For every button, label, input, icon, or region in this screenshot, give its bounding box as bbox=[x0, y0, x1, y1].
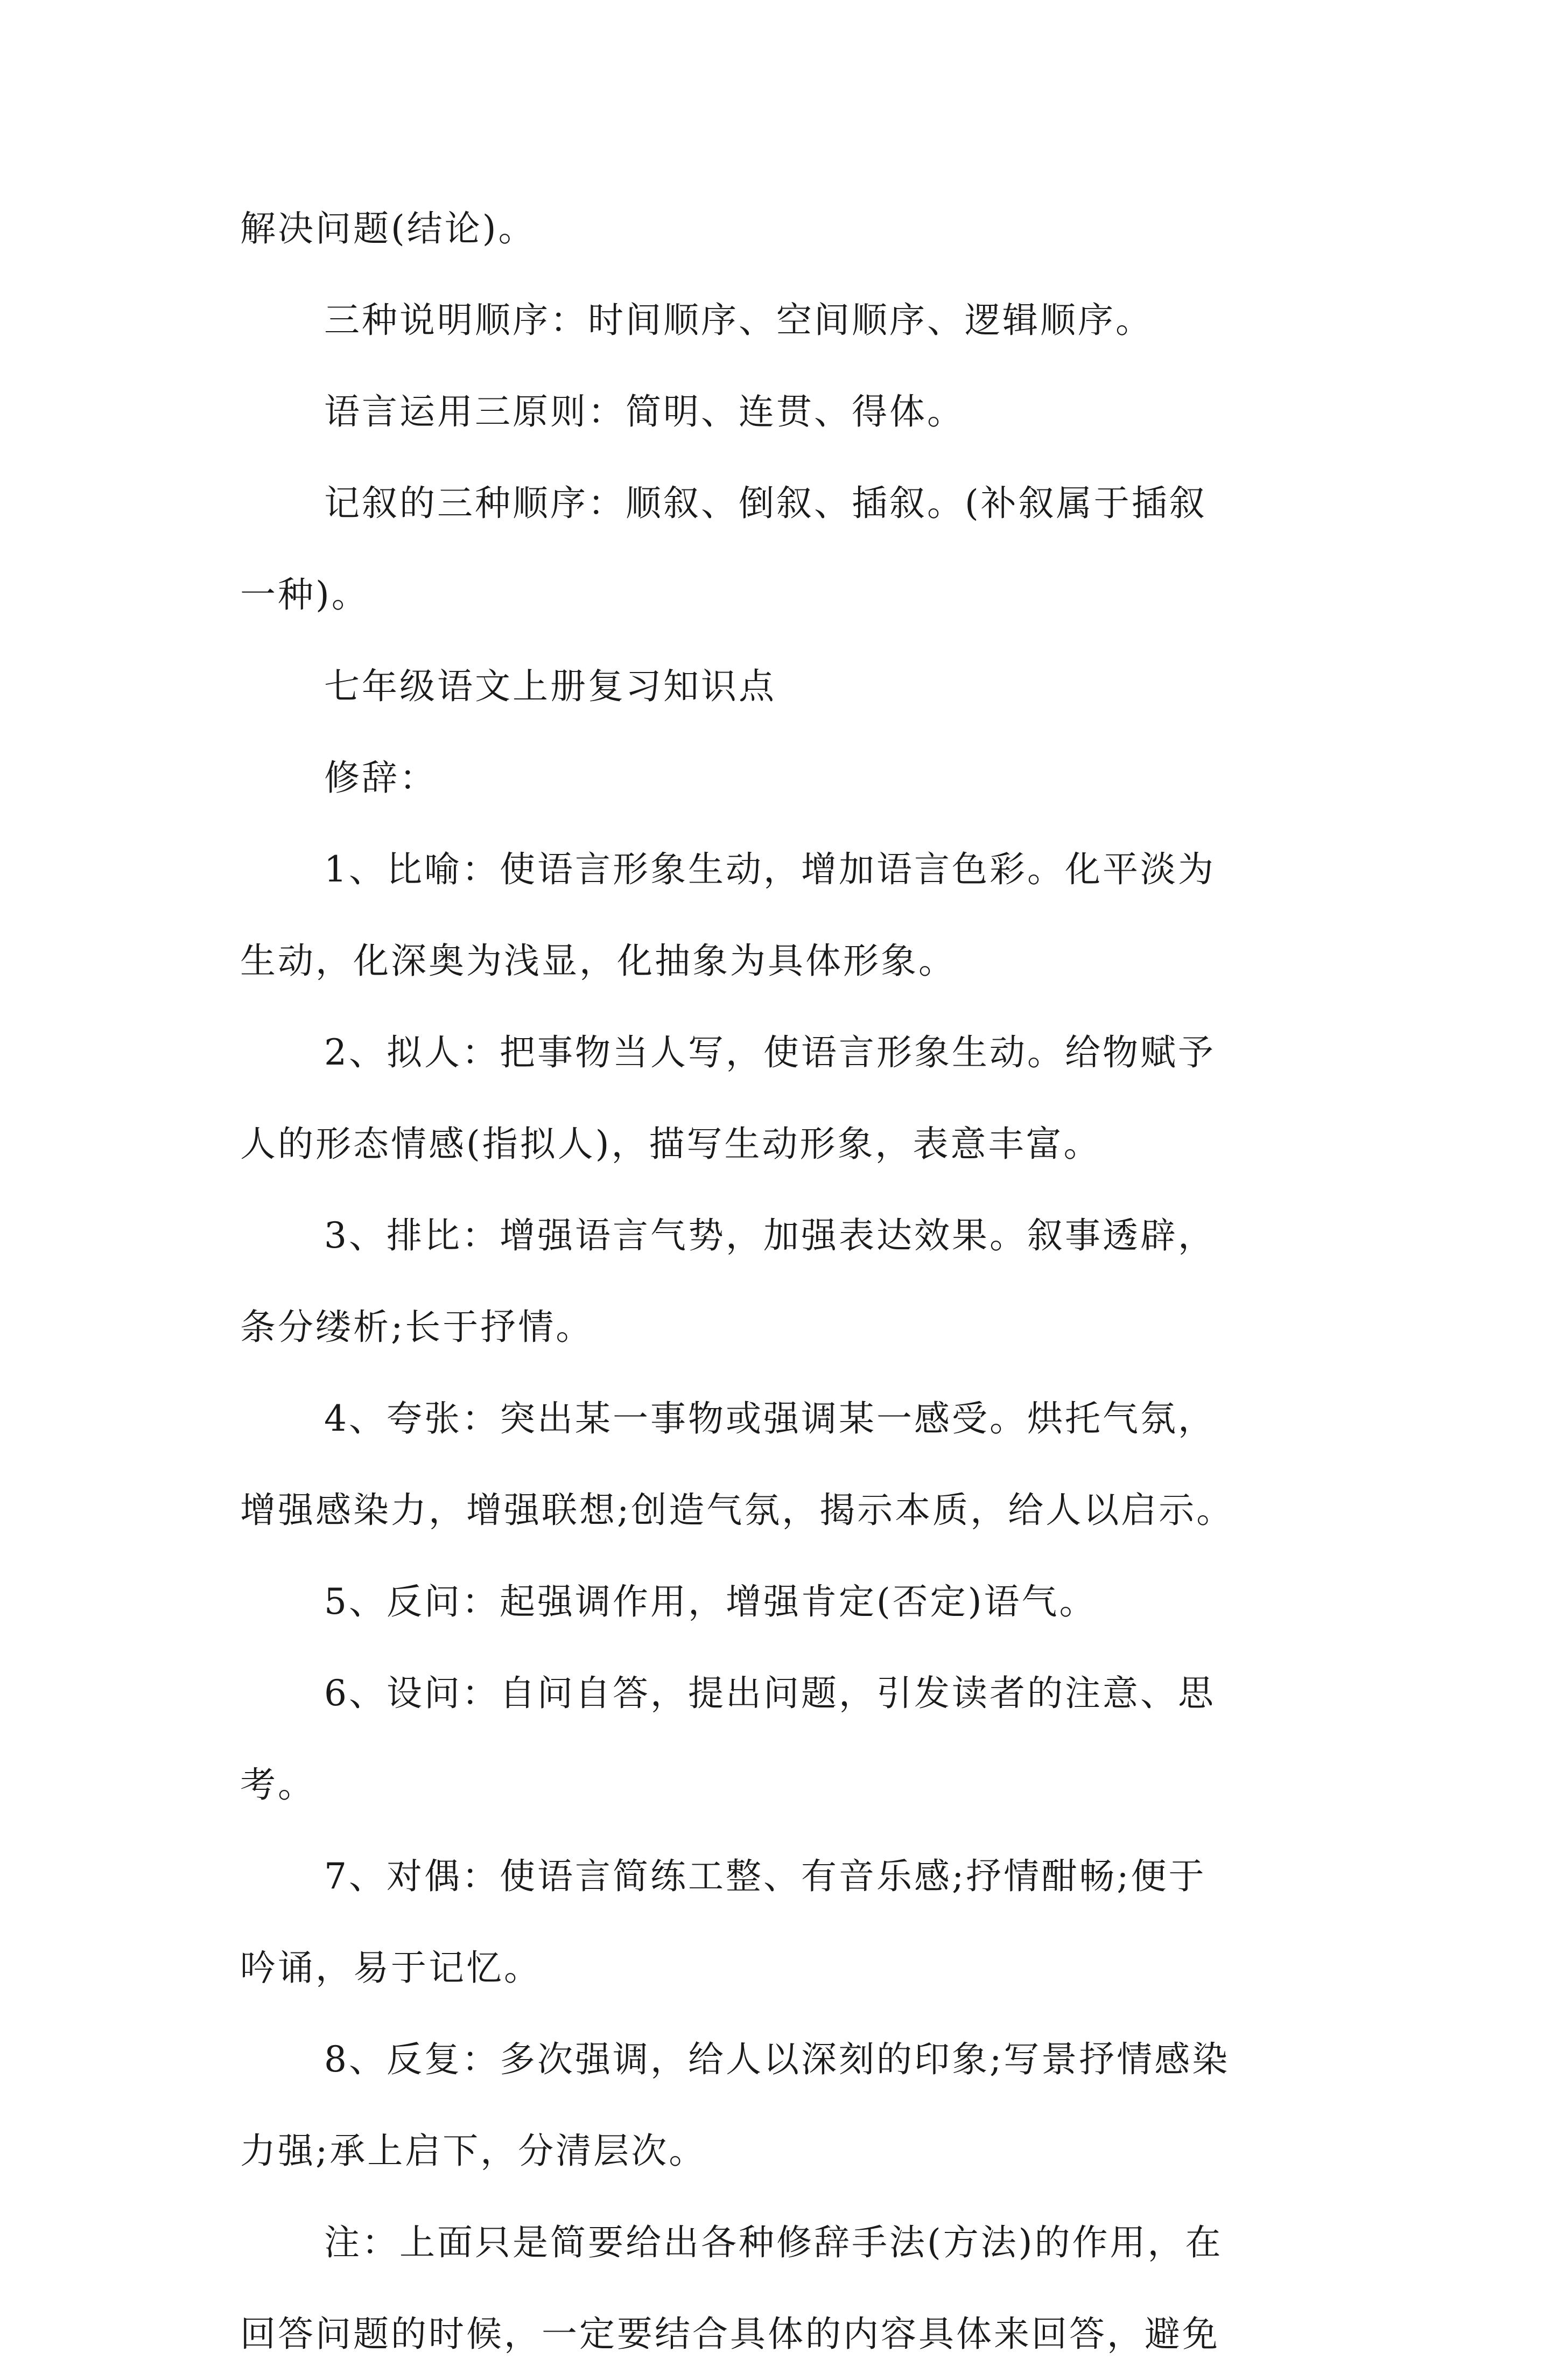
text-line: 生动，化深奥为浅显，化抽象为具体形象。 bbox=[240, 940, 956, 982]
text-line: 解决问题(结论)。 bbox=[240, 208, 536, 249]
text-line: 考。 bbox=[240, 1764, 315, 1805]
section-heading: 七年级语文上册复习知识点 bbox=[324, 666, 776, 707]
text-line: 4、夸张：突出某一事物或强调某一感受。烘托气氛， bbox=[324, 1398, 1216, 1439]
document-body bbox=[240, 183, 1333, 2380]
text-line: 注：上面只是简要给出各种修辞手法(方法)的作用，在 bbox=[324, 2222, 1223, 2263]
text-line: 2、拟人：把事物当人写，使语言形象生动。给物赋予 bbox=[324, 1032, 1216, 1073]
text-line: 记叙的三种顺序：顺叙、倒叙、插叙。(补叙属于插叙 bbox=[324, 482, 1207, 524]
text-line: 人的形态情感(指拟人)，描写生动形象，表意丰富。 bbox=[240, 1123, 1101, 1165]
text-line: 8、反复：多次强调，给人以深刻的印象;写景抒情感染 bbox=[324, 2039, 1230, 2080]
text-line: 吟诵，易于记忆。 bbox=[240, 1947, 542, 1989]
text-line: 增强感染力，增强联想;创造气氛，揭示本质，给人以启示。 bbox=[240, 1489, 1234, 1531]
text-line: 条分缕析;长于抒情。 bbox=[240, 1306, 594, 1348]
text-line: 3、排比：增强语言气势，加强表达效果。叙事透辟， bbox=[324, 1215, 1216, 1256]
text-line: 力强;承上启下，分清层次。 bbox=[240, 2130, 707, 2172]
text-line: 三种说明顺序：时间顺序、空间顺序、逻辑顺序。 bbox=[324, 299, 1153, 341]
text-line: 回答问题的时候，一定要结合具体的内容具体来回答，避免 bbox=[240, 2313, 1220, 2355]
text-line: 语言运用三原则：简明、连贯、得体。 bbox=[324, 391, 965, 432]
text-line: 7、对偶：使语言简练工整、有音乐感;抒情酣畅;便于 bbox=[324, 1856, 1206, 1897]
text-line: 一种)。 bbox=[240, 574, 369, 615]
subsection-heading: 修辞： bbox=[324, 757, 437, 799]
text-line: 6、设问：自问自答，提出问题，引发读者的注意、思 bbox=[324, 1672, 1216, 1714]
text-line: 1、比喻：使语言形象生动，增加语言色彩。化平淡为 bbox=[324, 849, 1216, 890]
text-line: 5、反问：起强调作用，增强肯定(否定)语气。 bbox=[324, 1581, 1097, 1622]
